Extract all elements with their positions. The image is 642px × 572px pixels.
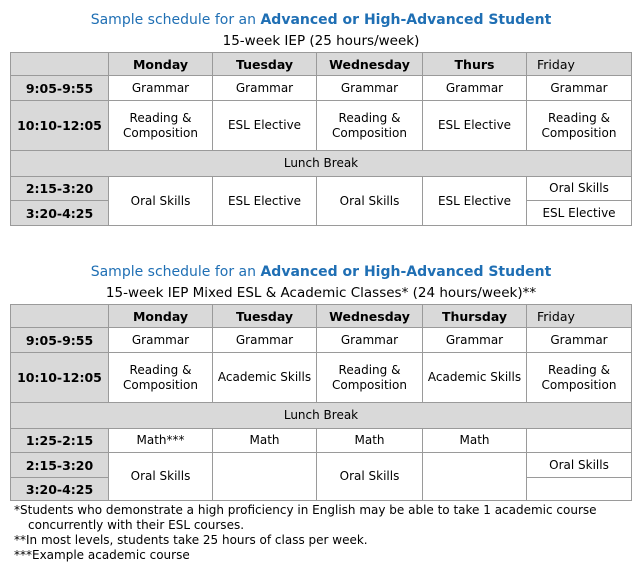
table-row	[11, 429, 632, 453]
class-cell: Grammar	[317, 328, 423, 353]
class-cell: Oral Skills	[109, 453, 213, 501]
time-slot: 3:20-4:25	[11, 478, 109, 501]
lunch-row	[11, 403, 632, 429]
day-header: Tuesday	[213, 53, 317, 76]
schedule-2-title	[0, 263, 642, 281]
class-cell: Oral Skills	[317, 453, 423, 501]
table-row	[11, 453, 632, 478]
class-cell: Reading & Composition	[317, 353, 423, 403]
schedule-2-subtitle: 15-week IEP Mixed ESL & Academic Classes* (24 hours/week)**	[105, 285, 537, 301]
class-cell	[527, 478, 632, 501]
footnote-1-continued: concurrently with their ESL courses.	[28, 518, 245, 532]
lunch-row	[11, 151, 632, 177]
footnote-2: **In most levels, students take 25 hours of class per week.	[14, 533, 368, 547]
class-cell: Grammar	[527, 328, 632, 353]
time-slot: 9:05-9:55	[11, 76, 109, 101]
time-slot: 10:10-12:05	[11, 101, 109, 151]
class-cell: Grammar	[317, 76, 423, 101]
table-row	[11, 76, 632, 101]
class-cell: Math	[423, 429, 527, 453]
day-header: Monday	[109, 305, 213, 328]
class-cell: Grammar	[423, 76, 527, 101]
class-cell: Oral Skills	[527, 453, 632, 478]
schedule-1-table	[10, 52, 632, 226]
class-cell: Academic Skills	[423, 353, 527, 403]
class-cell: Math	[317, 429, 423, 453]
time-slot: 3:20-4:25	[11, 201, 109, 226]
class-cell: ESL Elective	[213, 177, 317, 226]
schedule-1-title-prefix: Sample schedule for an	[90, 12, 261, 28]
day-header: Friday	[527, 53, 632, 76]
class-cell: Math***	[109, 429, 213, 453]
time-slot: 9:05-9:55	[11, 328, 109, 353]
class-cell: Grammar	[213, 328, 317, 353]
time-slot: 1:25-2:15	[11, 429, 109, 453]
class-cell	[423, 453, 527, 501]
class-cell: Grammar	[213, 76, 317, 101]
class-cell: Reading & Composition	[527, 353, 632, 403]
footnote-3: ***Example academic course	[14, 548, 190, 562]
class-cell: Oral Skills	[109, 177, 213, 226]
class-cell: Math	[213, 429, 317, 453]
schedule-1-title	[0, 11, 642, 29]
table-row	[11, 353, 632, 403]
day-header: Tuesday	[213, 305, 317, 328]
footnote-1: *Students who demonstrate a high proficiency in English may be able to take 1 academic course	[14, 503, 597, 517]
class-cell: Academic Skills	[213, 353, 317, 403]
class-cell: Reading & Composition	[109, 101, 213, 151]
footnotes	[14, 503, 634, 563]
day-header: Wednesday	[317, 53, 423, 76]
table-row	[11, 101, 632, 151]
day-header: Wednesday	[317, 305, 423, 328]
time-slot: 2:15-3:20	[11, 177, 109, 201]
class-cell	[213, 453, 317, 501]
schedule-2-table	[10, 304, 632, 501]
schedule-1-subtitle: 15-week IEP (25 hours/week)	[222, 33, 420, 49]
class-cell: Reading & Composition	[527, 101, 632, 151]
lunch-break: Lunch Break	[11, 403, 632, 429]
class-cell: Reading & Composition	[109, 353, 213, 403]
class-cell: Reading & Composition	[317, 101, 423, 151]
class-cell: Oral Skills	[317, 177, 423, 226]
class-cell	[527, 429, 632, 453]
day-header: Friday	[527, 305, 632, 328]
class-cell: Grammar	[109, 328, 213, 353]
schedule-2-title-emphasis: Advanced or High-Advanced Student	[260, 264, 552, 280]
class-cell: Grammar	[423, 328, 527, 353]
schedule-2-title-prefix: Sample schedule for an	[90, 264, 261, 280]
class-cell: ESL Elective	[527, 201, 632, 226]
class-cell: Grammar	[527, 76, 632, 101]
class-cell: Grammar	[109, 76, 213, 101]
class-cell: ESL Elective	[423, 177, 527, 226]
schedule-2-header-row	[11, 305, 632, 328]
corner-cell	[11, 53, 109, 76]
day-header: Monday	[109, 53, 213, 76]
class-cell: Oral Skills	[527, 177, 632, 201]
schedule-1-title-emphasis: Advanced or High-Advanced Student	[260, 12, 552, 28]
day-header: Thurs	[423, 53, 527, 76]
class-cell: ESL Elective	[213, 101, 317, 151]
corner-cell	[11, 305, 109, 328]
time-slot: 2:15-3:20	[11, 453, 109, 478]
table-row	[11, 177, 632, 201]
time-slot: 10:10-12:05	[11, 353, 109, 403]
table-row	[11, 328, 632, 353]
day-header: Thursday	[423, 305, 527, 328]
class-cell: ESL Elective	[423, 101, 527, 151]
schedule-1-header-row	[11, 53, 632, 76]
lunch-break: Lunch Break	[11, 151, 632, 177]
